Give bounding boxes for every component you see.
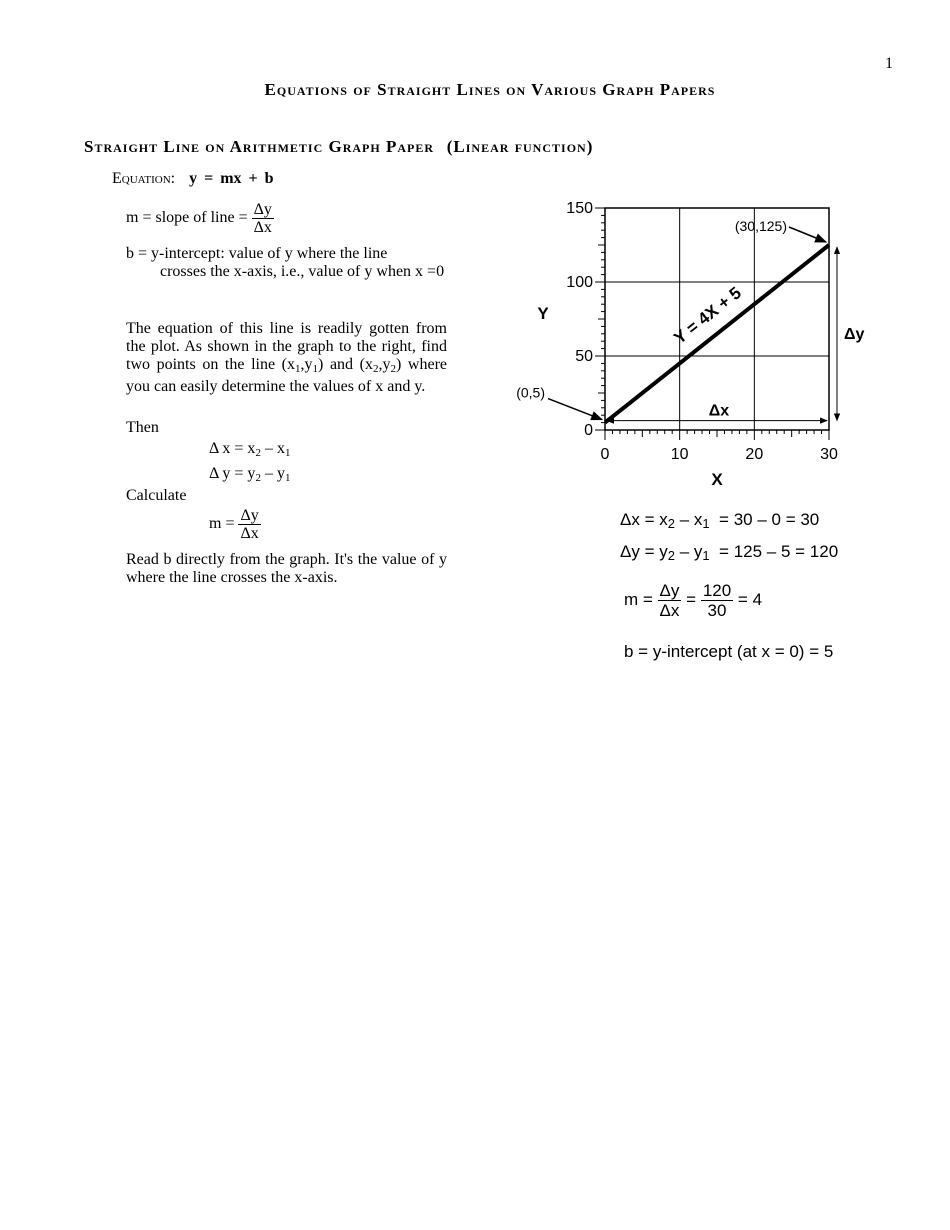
dx-s2: 1 <box>284 447 291 459</box>
slope-definition <box>126 201 274 236</box>
calc-dy-s2: 1 <box>702 548 710 563</box>
intercept-definition <box>126 245 447 281</box>
x-tick-label: 30 <box>820 446 838 463</box>
calc-m-fraction-2 <box>701 581 733 620</box>
dx-s1: 2 <box>255 447 261 459</box>
calc-dx-s1: 2 <box>667 516 675 531</box>
x-tick-label: 10 <box>670 446 689 463</box>
page-title: Equations of Straight Lines on Various Graph Papers <box>264 80 716 99</box>
annotation-start-point: (0,5) <box>516 384 545 401</box>
explanation-paragraph <box>126 320 447 396</box>
m-fraction <box>238 507 260 542</box>
slope-def-text: m = slope of line = <box>126 209 248 227</box>
para-text-4: ,y <box>378 356 391 373</box>
x-tick-label: 0 <box>600 446 610 463</box>
calc-dy-s1: 2 <box>667 548 675 563</box>
end-point-arrow <box>789 227 826 242</box>
para-sub-1: 1 <box>295 363 301 375</box>
section-subtitle: (Linear function) <box>446 137 594 156</box>
calc-slope <box>624 581 762 620</box>
calc-dy-c: = 125 – 5 = 120 <box>709 542 839 561</box>
calc-dy-b: – y <box>674 542 703 561</box>
para-sub-4: 2 <box>390 363 396 375</box>
para-sub-3: 2 <box>372 363 379 375</box>
data-line-series <box>605 245 829 423</box>
m-denominator: Δx <box>240 525 259 542</box>
start-point-arrow <box>548 399 602 420</box>
para-text-5: ) where you can easily determine the values of x and y. <box>126 356 448 395</box>
dy-s2: 1 <box>284 472 291 484</box>
intercept-def-rest: crosses the x-axis, i.e., value of y when x =0 <box>160 263 445 280</box>
calc-m-fraction-1 <box>658 581 682 620</box>
calc-intercept: b = y-intercept (at x = 0) = 5 <box>624 642 834 661</box>
m-lhs: m = <box>209 515 235 533</box>
line-equation-label: Y = 4X + 5 <box>670 283 745 348</box>
para-text-3: ) and (x <box>318 356 373 373</box>
calculate-label: Calculate <box>126 487 187 504</box>
delta-x-label: Δx <box>708 402 730 420</box>
then-label: Then <box>126 419 159 436</box>
intercept-def-first: b = y-intercept: value of y where the line <box>126 245 388 262</box>
calc-m-num2: 120 <box>702 581 732 600</box>
page-number: 1 <box>885 55 893 72</box>
dy-s1: 2 <box>255 472 261 484</box>
equation-line <box>112 170 274 188</box>
slope-fraction <box>252 201 274 236</box>
para-text-1: The equation of this line is readily gotten from the plot. As shown in the graph to the right, find two points on the line (x <box>126 320 447 373</box>
calc-m-den1: Δx <box>659 601 680 620</box>
calc-dx-a: Δx = x <box>620 510 668 529</box>
calc-dy-a: Δy = y <box>620 542 668 561</box>
slope-denominator: Δx <box>253 219 272 236</box>
para-sub-2: 1 <box>312 363 319 375</box>
y-tick-label: 0 <box>584 422 593 439</box>
calc-m-eq: = <box>686 589 697 609</box>
calc-m-den2: 30 <box>707 601 727 620</box>
y-tick-label: 150 <box>566 200 593 217</box>
x-tick-label: 20 <box>745 446 764 463</box>
read-b-paragraph: Read b directly from the graph. It's the value of y where the line crosses the x-axis. <box>126 551 447 586</box>
delta-y-formula <box>209 465 290 484</box>
m-formula <box>209 507 261 542</box>
y-tick-label: 100 <box>566 274 593 291</box>
para-text-2: ,y <box>300 356 313 373</box>
line-chart <box>500 190 880 500</box>
x-axis-label: X <box>711 470 723 489</box>
equation-label: Equation: <box>112 170 176 187</box>
slope-numerator: Δy <box>253 201 272 218</box>
dy-a: Δ y = y <box>209 465 256 482</box>
dx-a: Δ x = x <box>209 440 256 457</box>
section-title: Straight Line on Arithmetic Graph Paper <box>84 137 435 156</box>
calc-m-num1: Δy <box>659 581 680 600</box>
calc-m-result: = 4 <box>737 589 763 609</box>
calc-dx-b: – x <box>674 510 703 529</box>
calc-m-lhs: m = <box>624 589 653 609</box>
delta-y-label: Δy <box>844 325 865 343</box>
calc-dx-s2: 1 <box>702 516 710 531</box>
annotation-end-point: (30,125) <box>734 218 787 234</box>
calc-dx-c: = 30 – 0 = 30 <box>709 510 820 529</box>
m-numerator: Δy <box>240 507 259 524</box>
equation-formula: y = mx + b <box>189 170 274 187</box>
dy-b: – y <box>260 465 285 482</box>
dx-b: – x <box>260 440 285 457</box>
calc-delta-x <box>620 510 819 531</box>
section-heading <box>84 137 593 157</box>
delta-x-formula <box>209 440 290 459</box>
y-tick-label: 50 <box>575 348 593 365</box>
calc-delta-y <box>620 542 838 563</box>
y-axis-label: Y <box>537 304 549 323</box>
